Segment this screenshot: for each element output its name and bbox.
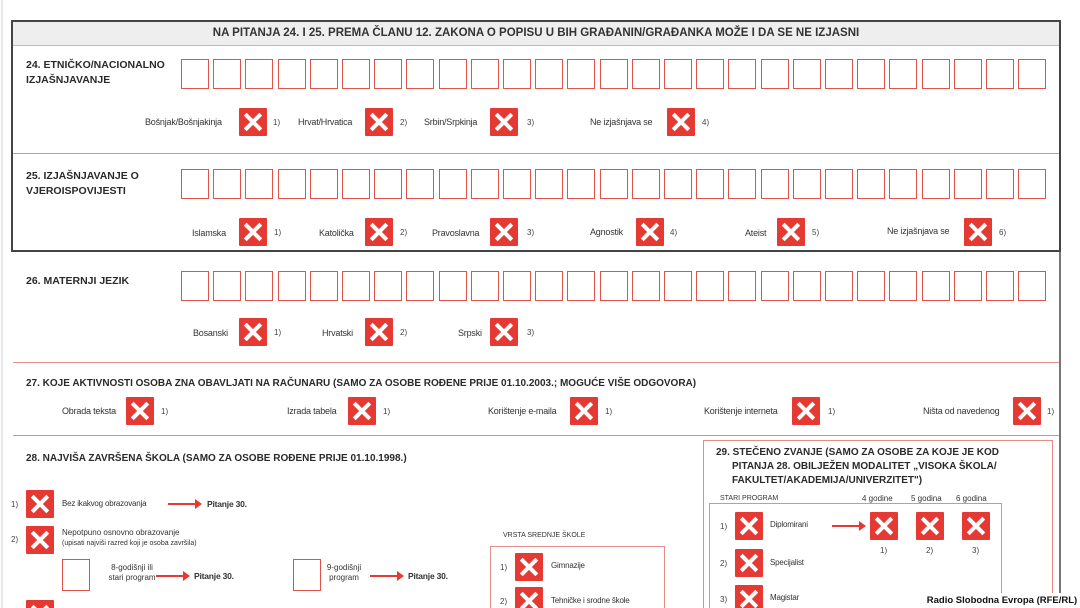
q28-title: 28. NAJVIŠA ZAVRŠENA ŠKOLA (SAMO ZA OSOBE ROĐENE PRIJE 01.10.1998.) xyxy=(26,453,407,464)
q26-char-box[interactable] xyxy=(567,271,595,301)
q26-option-checkbox[interactable] xyxy=(365,318,393,346)
q27-option-label: Ništa od navedenog xyxy=(923,406,1000,416)
q24-char-box[interactable] xyxy=(632,59,660,89)
q26-char-box[interactable] xyxy=(954,271,982,301)
page-left-border xyxy=(1,0,3,608)
q26-option-number: 3) xyxy=(527,328,535,337)
q26-char-box[interactable] xyxy=(600,271,628,301)
q28-option-label: Nepotpuno osnovno obrazovanje xyxy=(62,528,180,537)
q24-char-box[interactable] xyxy=(728,59,756,89)
q24-char-box[interactable] xyxy=(664,59,692,89)
q24-char-box[interactable] xyxy=(245,59,273,89)
q29-item-label: Specijalist xyxy=(770,558,804,567)
q29-program-label: STARI PROGRAM xyxy=(720,495,779,502)
q26-char-box[interactable] xyxy=(632,271,660,301)
q25-char-box[interactable] xyxy=(1018,169,1046,199)
q25-char-box[interactable] xyxy=(374,169,402,199)
q25-char-box[interactable] xyxy=(535,169,563,199)
q24-char-box[interactable] xyxy=(406,59,434,89)
q24-option-checkbox[interactable] xyxy=(667,108,695,136)
goto-arrow-icon xyxy=(156,575,184,577)
q24-option-label: Ne izjašnjava se xyxy=(590,117,653,127)
q24-option-number: 1) xyxy=(273,118,281,127)
q24-char-box[interactable] xyxy=(213,59,241,89)
q25-option-label: Ateist xyxy=(745,228,767,238)
q24-char-box[interactable] xyxy=(889,59,917,89)
goto-arrow-icon xyxy=(168,503,196,505)
q24-option-checkbox[interactable] xyxy=(239,108,267,136)
q25-char-box[interactable] xyxy=(213,169,241,199)
q25-option-label: Islamska xyxy=(192,228,226,238)
q26-char-box[interactable] xyxy=(1018,271,1046,301)
q26-char-box[interactable] xyxy=(825,271,853,301)
q29-item-checkbox[interactable] xyxy=(735,549,763,577)
q24-option-label: Srbin/Srpkinja xyxy=(424,117,478,127)
q25-option-number: 4) xyxy=(670,228,678,237)
q28-goto-label: Pitanje 30. xyxy=(194,571,234,581)
q28-sub-label-line1: 8-godišnji ili xyxy=(111,563,153,572)
q28-goto-label: Pitanje 30. xyxy=(207,499,247,509)
q26-char-box[interactable] xyxy=(922,271,950,301)
q26-char-box[interactable] xyxy=(986,271,1014,301)
q28-option-number: 2) xyxy=(11,535,19,544)
q26-char-box[interactable] xyxy=(374,271,402,301)
q29-duration-number-3: 3) xyxy=(972,546,980,555)
q29-title-line1: 29. STEČENO ZVANJE (SAMO ZA OSOBE ZA KOJE JE KOD xyxy=(716,447,1000,458)
q25-title-line2: VJEROISPOVIJESTI xyxy=(26,185,126,197)
q24-char-box[interactable] xyxy=(825,59,853,89)
q25-option-checkbox[interactable] xyxy=(365,218,393,246)
q24-char-box[interactable] xyxy=(696,59,724,89)
q25-char-box[interactable] xyxy=(439,169,467,199)
q25-char-box[interactable] xyxy=(567,169,595,199)
q29-item-checkbox[interactable] xyxy=(735,512,763,540)
q25-char-box[interactable] xyxy=(632,169,660,199)
q26-char-box[interactable] xyxy=(471,271,499,301)
q29-item-label: Diplomirani xyxy=(770,520,808,529)
q26-option-checkbox[interactable] xyxy=(239,318,267,346)
q25-title-line1: 25. IZJAŠNJAVANJE O xyxy=(26,170,139,182)
q28-option-checkbox-partial[interactable] xyxy=(26,600,54,608)
q26-char-box[interactable] xyxy=(857,271,885,301)
secondary-item-checkbox[interactable] xyxy=(515,587,543,608)
q28-grade-input[interactable] xyxy=(62,559,90,591)
q24-char-box[interactable] xyxy=(181,59,209,89)
q29-title-line2: PITANJA 28. OBILJEŽEN MODALITET „VISOKA ŠKOLA/ xyxy=(732,461,997,472)
q26-char-box[interactable] xyxy=(889,271,917,301)
q26-option-checkbox[interactable] xyxy=(490,318,518,346)
q24-separator-line xyxy=(13,153,1059,154)
q29-duration-6-checkbox[interactable] xyxy=(962,512,990,540)
q29-title-line3: FAKULTET/AKADEMIJA/UNIVERZITET") xyxy=(732,475,923,486)
q24-char-box[interactable] xyxy=(986,59,1014,89)
q26-char-box[interactable] xyxy=(503,271,531,301)
q26-char-box[interactable] xyxy=(761,271,789,301)
q29-duration-5: 5 godina xyxy=(911,494,942,503)
q26-option-number: 2) xyxy=(400,328,408,337)
q24-option-number: 4) xyxy=(702,118,710,127)
q24-option-label: Bošnjak/Bošnjakinja xyxy=(145,117,222,127)
q24-char-box[interactable] xyxy=(857,59,885,89)
q25-char-box[interactable] xyxy=(471,169,499,199)
q28-goto-label: Pitanje 30. xyxy=(408,571,448,581)
q24-char-box[interactable] xyxy=(600,59,628,89)
q25-char-box[interactable] xyxy=(857,169,885,199)
q28-option-label: Bez ikakvog obrazovanja xyxy=(62,499,147,508)
q25-option-label: Katolička xyxy=(319,228,354,238)
q25-option-checkbox[interactable] xyxy=(490,218,518,246)
q26-char-box[interactable] xyxy=(245,271,273,301)
q24-char-box[interactable] xyxy=(1018,59,1046,89)
q26-char-box[interactable] xyxy=(406,271,434,301)
q24-char-box[interactable] xyxy=(310,59,338,89)
q27-option-number: 1) xyxy=(828,407,836,416)
secondary-item-checkbox[interactable] xyxy=(515,553,543,581)
q27-option-label: Izrada tabela xyxy=(287,406,337,416)
secondary-item-number: 1) xyxy=(500,563,508,572)
q26-char-box[interactable] xyxy=(181,271,209,301)
q27-option-label: Obrada teksta xyxy=(62,406,116,416)
q26-char-box[interactable] xyxy=(793,271,821,301)
q24-char-box[interactable] xyxy=(954,59,982,89)
q24-char-box[interactable] xyxy=(439,59,467,89)
q27-option-checkbox[interactable] xyxy=(792,397,820,425)
q27-option-checkbox[interactable] xyxy=(570,397,598,425)
q25-option-label: Ne izjašnjava se xyxy=(887,226,950,236)
q24-option-checkbox[interactable] xyxy=(365,108,393,136)
q26-char-box[interactable] xyxy=(535,271,563,301)
q26-option-number: 1) xyxy=(274,328,282,337)
q26-title: 26. MATERNJI JEZIK xyxy=(26,275,130,287)
goto-arrow-icon xyxy=(370,575,398,577)
q25-char-box[interactable] xyxy=(696,169,724,199)
q25-option-label: Pravoslavna xyxy=(432,228,480,238)
q25-option-number: 6) xyxy=(999,228,1007,237)
q25-char-box[interactable] xyxy=(954,169,982,199)
q25-char-box[interactable] xyxy=(728,169,756,199)
goto-arrow-icon xyxy=(832,525,860,527)
q29-item-number: 3) xyxy=(720,595,728,604)
section-24-25-frame xyxy=(11,20,1061,252)
q28-sub-label-line1: 9-godišnji xyxy=(326,563,362,572)
q26-char-box[interactable] xyxy=(278,271,306,301)
section-header-title: NA PITANJA 24. I 25. PREMA ČLANU 12. ZAKONA O POPISU U BIH GRAĐANIN/GRAĐANKA MOŽE I DA SE NE IZJASNI xyxy=(212,27,860,39)
q29-duration-6: 6 godina xyxy=(956,494,987,503)
q26-option-label: Hrvatski xyxy=(322,328,353,338)
q29-duration-5-checkbox[interactable] xyxy=(916,512,944,540)
q24-char-box[interactable] xyxy=(342,59,370,89)
q25-option-checkbox[interactable] xyxy=(636,218,664,246)
q24-option-number: 2) xyxy=(400,118,408,127)
q27-option-number: 1) xyxy=(1047,407,1055,416)
q25-char-box[interactable] xyxy=(986,169,1014,199)
q27-title: 27. KOJE AKTIVNOSTI OSOBA ZNA OBAVLJATI NA RAČUNARU (SAMO ZA OSOBE ROĐENE PRIJE 01.10.2003.; MOGUĆE VIŠE ODGOVORA) xyxy=(26,378,697,389)
q25-option-label: Agnostik xyxy=(590,227,623,237)
q25-option-checkbox[interactable] xyxy=(964,218,992,246)
secondary-item-number: 2) xyxy=(500,597,508,606)
q25-char-box[interactable] xyxy=(825,169,853,199)
q25-char-box[interactable] xyxy=(889,169,917,199)
q28-option-checkbox[interactable] xyxy=(26,526,54,554)
q25-char-box[interactable] xyxy=(600,169,628,199)
q25-option-number: 5) xyxy=(812,228,820,237)
q25-option-number: 2) xyxy=(400,228,408,237)
q24-option-checkbox[interactable] xyxy=(490,108,518,136)
q28-sub-label-line2: stari program xyxy=(108,573,156,582)
q29-item-checkbox[interactable] xyxy=(735,585,763,608)
secondary-item-label: Gimnazije xyxy=(551,561,585,570)
q28-sub-label-line2: program xyxy=(329,573,359,582)
q27-separator-line xyxy=(13,435,1059,436)
q26-char-box[interactable] xyxy=(342,271,370,301)
q27-option-checkbox[interactable] xyxy=(1013,397,1041,425)
q26-char-box[interactable] xyxy=(310,271,338,301)
q29-duration-number-1: 1) xyxy=(880,546,888,555)
q29-item-label: Magistar xyxy=(770,593,800,602)
q25-char-box[interactable] xyxy=(922,169,950,199)
q25-char-box[interactable] xyxy=(664,169,692,199)
q29-duration-4: 4 godine xyxy=(862,494,893,503)
q27-option-label: Korištenje interneta xyxy=(704,406,778,416)
q26-char-box[interactable] xyxy=(728,271,756,301)
q24-char-box[interactable] xyxy=(761,59,789,89)
q27-option-number: 1) xyxy=(605,407,613,416)
q24-option-label: Hrvat/Hrvatica xyxy=(298,117,353,127)
q26-option-label: Srpski xyxy=(458,328,482,338)
q25-char-box[interactable] xyxy=(245,169,273,199)
q27-option-label: Korištenje e-maila xyxy=(488,406,557,416)
q25-char-box[interactable] xyxy=(310,169,338,199)
q25-option-checkbox[interactable] xyxy=(239,218,267,246)
q29-item-number: 2) xyxy=(720,559,728,568)
q24-char-box[interactable] xyxy=(922,59,950,89)
q24-title-line1: 24. ETNIČKO/NACIONALNO xyxy=(26,59,165,71)
q26-option-label: Bosanski xyxy=(193,328,228,338)
q24-char-box[interactable] xyxy=(278,59,306,89)
q25-option-number: 3) xyxy=(527,228,535,237)
q25-char-box[interactable] xyxy=(342,169,370,199)
q25-option-number: 1) xyxy=(274,228,282,237)
q26-char-box[interactable] xyxy=(664,271,692,301)
q26-char-box[interactable] xyxy=(696,271,724,301)
q29-duration-number-2: 2) xyxy=(926,546,934,555)
q24-char-box[interactable] xyxy=(471,59,499,89)
secondary-school-heading: VRSTA SREDNJE ŠKOLE xyxy=(503,532,586,539)
secondary-item-label: Tehničke i srodne škole xyxy=(551,596,630,605)
q24-option-number: 3) xyxy=(527,118,535,127)
q24-char-box[interactable] xyxy=(374,59,402,89)
q24-char-box[interactable] xyxy=(793,59,821,89)
q24-char-box[interactable] xyxy=(503,59,531,89)
q26-char-box[interactable] xyxy=(439,271,467,301)
q25-char-box[interactable] xyxy=(181,169,209,199)
q28-option-number: 1) xyxy=(11,500,19,509)
q25-char-box[interactable] xyxy=(406,169,434,199)
q29-item-number: 1) xyxy=(720,522,728,531)
photo-credit: Radio Slobodna Evropa (RFE/RL) xyxy=(924,593,1080,608)
q27-option-number: 1) xyxy=(161,407,169,416)
q29-duration-4-checkbox[interactable] xyxy=(870,512,898,540)
q25-char-box[interactable] xyxy=(503,169,531,199)
q24-title-line2: IZJAŠNJAVANJE xyxy=(26,74,111,86)
q28-option-note: (upisati najviši razred koji je osoba završila) xyxy=(62,540,197,547)
q24-char-box[interactable] xyxy=(567,59,595,89)
page-right-border xyxy=(1059,252,1061,608)
q27-option-checkbox[interactable] xyxy=(348,397,376,425)
q24-char-box[interactable] xyxy=(535,59,563,89)
q25-char-box[interactable] xyxy=(278,169,306,199)
q26-separator-line xyxy=(13,362,1059,363)
q25-char-box[interactable] xyxy=(761,169,789,199)
q26-char-box[interactable] xyxy=(213,271,241,301)
q25-char-box[interactable] xyxy=(793,169,821,199)
q28-option-checkbox[interactable] xyxy=(26,490,54,518)
q28-grade-input[interactable] xyxy=(293,559,321,591)
q25-option-checkbox[interactable] xyxy=(777,218,805,246)
q27-option-number: 1) xyxy=(383,407,391,416)
q27-option-checkbox[interactable] xyxy=(126,397,154,425)
